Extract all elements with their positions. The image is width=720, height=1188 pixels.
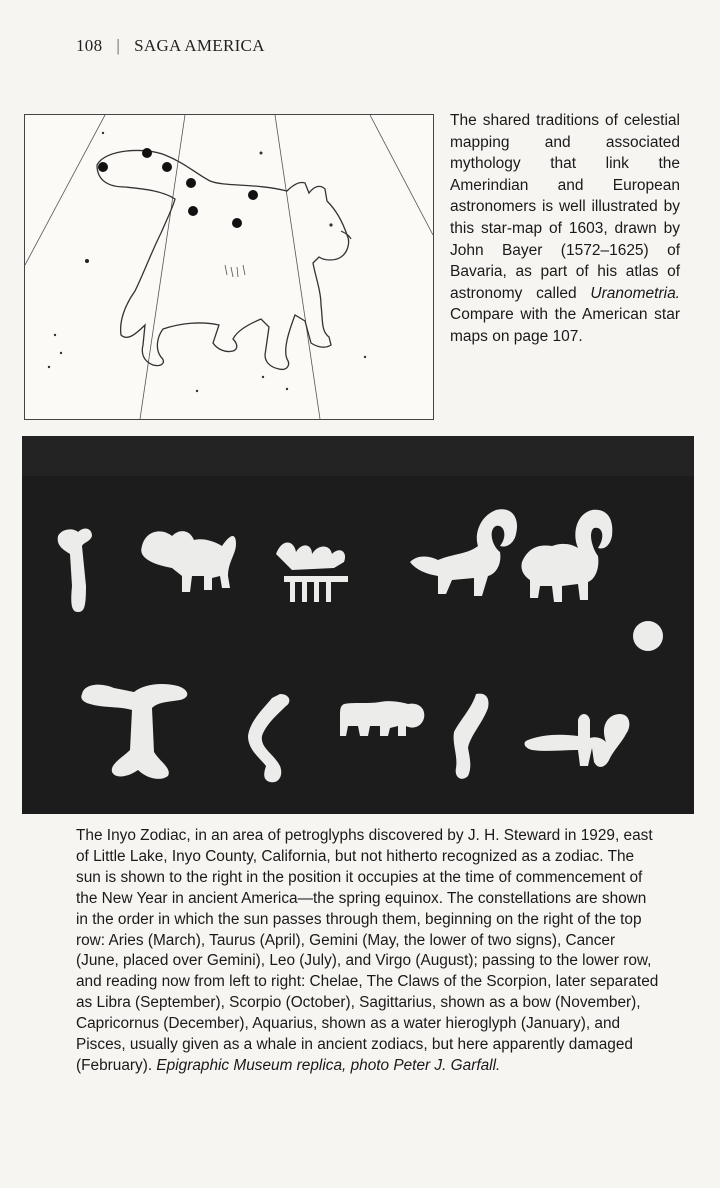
photo-credit: Epigraphic Museum replica, photo Peter J. Garfall. (156, 1056, 501, 1074)
header-separator: | (116, 36, 121, 55)
star-map-caption-text: The shared traditions of celestial mapping and associated mythology that link the Amerindian and European astronomers is well illustrated by this star-map of 1603, drawn by John Bayer (1572–1625) of Bavaria, as part of his atlas of astronomy called (450, 112, 680, 302)
star-map-caption (450, 110, 680, 348)
zodiac-caption-text: The Inyo Zodiac, in an area of petroglyphs discovered by J. H. Steward in 1929, east of Little Lake, Inyo County, California, but not hitherto recognized as a zodiac. The sun is shown to the right in the position it occupies at the time of commencement of the New Year in ancient America—the spring equinox. The constellations are shown in the order in which the sun passes through them, beginning on the right of the top row: Aries (March), Taurus (April), Gemini (May, the lower of two signs), Cancer (June, placed over Gemini), Leo (July), and Virgo (August); passing to the lower row, and reading now from left to right: Chelae, The Claws of the Scorpion, later separated as Libra (September), Scorpio (October), Sagittarius, shown as a bow (November), Capricornus (December), Aquarius, shown as a water hieroglyph (January), and Pisces, usually given as a whale in ancient zodiacs, but here apparently damaged (February). (76, 827, 659, 1074)
star-map-caption-text-after: Compare with the American star maps on page 107. (450, 306, 680, 345)
petroglyph-zodiac-photo (22, 436, 694, 814)
page-number: 108 (76, 36, 103, 55)
zodiac-caption (76, 826, 662, 1077)
bear-constellation-illustration (24, 114, 434, 420)
running-header (76, 36, 265, 56)
running-title: SAGA AMERICA (134, 36, 265, 55)
atlas-title: Uranometria. (590, 284, 680, 302)
